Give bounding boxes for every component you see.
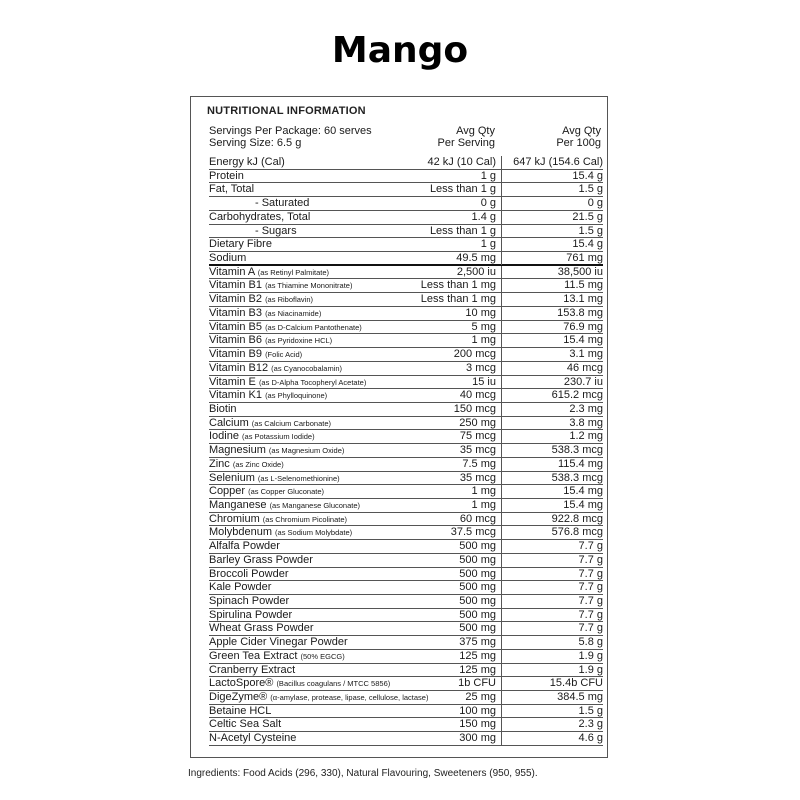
table-row	[209, 732, 603, 746]
table-row	[209, 376, 603, 390]
per-serving-value: 500 mg	[459, 553, 496, 566]
table-row	[209, 540, 603, 554]
table-row	[209, 718, 603, 732]
nutrient-name: Spinach Powder	[209, 595, 290, 607]
nutrient-name: Calcium (as Calcium Carbonate)	[209, 416, 331, 429]
per-100g-value: 538.3 mcg	[551, 444, 603, 457]
per-100g-value: 7.7 g	[578, 608, 603, 621]
per-100g-value: 647 kJ (154.6 Cal)	[513, 156, 603, 168]
table-row	[209, 403, 603, 417]
column-divider	[501, 389, 502, 403]
nutrient-name: Molybdenum (as Sodium Molybdate)	[209, 526, 353, 539]
nutrient-name: Vitamin B2 (as Riboflavin)	[209, 293, 313, 306]
per-serving-value: 35 mcg	[459, 444, 496, 457]
nutrient-name: DigeZyme® (α-amylase, protease, lipase, cellulose, lactase)	[209, 691, 429, 704]
column-divider	[501, 444, 502, 458]
per-100g-value: 15.4 g	[572, 169, 603, 182]
nutrient-name: Copper (as Copper Gluconate)	[209, 485, 325, 498]
column-divider	[501, 540, 502, 554]
table-row	[209, 581, 603, 595]
per-serving-value: 0 g	[480, 197, 496, 210]
table-row	[209, 156, 603, 170]
column-divider	[501, 458, 502, 472]
per-serving-value: 60 mcg	[459, 512, 496, 525]
nutrient-source: (as Magnesium Oxide)	[268, 446, 345, 456]
nutrient-name: Barley Grass Powder	[209, 553, 313, 566]
per-serving-value: 1 g	[480, 169, 496, 182]
nutrient-name: Magnesium (as Magnesium Oxide)	[209, 444, 345, 457]
nutrient-name: Dietary Fibre	[209, 238, 272, 251]
nutrient-name: Protein	[209, 169, 244, 182]
nutrient-source: (50% EGCG)	[300, 651, 345, 661]
per-100g-value: 2.3 mg	[569, 402, 603, 415]
per-serving-value: 1 mg	[471, 485, 496, 498]
nutrient-source: (as Zinc Oxide)	[232, 459, 284, 469]
column-divider	[501, 238, 502, 252]
nutrient-name: Vitamin B9 (Folic Acid)	[209, 348, 303, 361]
per-100g-value: 153.8 mg	[557, 306, 603, 319]
nutrient-source: (as Riboflavin)	[265, 295, 313, 305]
per-100g-value: 384.5 mg	[557, 691, 603, 704]
table-row	[209, 238, 603, 252]
per-serving-value: Less than 1 g	[429, 183, 496, 196]
table-row	[209, 211, 603, 225]
nutrient-name: Selenium (as L-Selenomethionine)	[209, 471, 340, 484]
column-divider	[501, 307, 502, 321]
column-divider	[501, 156, 502, 170]
nutrient-source: (as Pyridoxine HCL)	[265, 336, 333, 346]
table-row	[209, 252, 603, 266]
column-divider	[501, 554, 502, 568]
nutrient-source: (as Cyanocobalamin)	[271, 363, 343, 373]
nutrient-source: (as D-Calcium Pantothenate)	[265, 322, 362, 332]
per-100g-value: 15.4 mg	[563, 485, 603, 498]
nutrient-source: (as Niacinamide)	[265, 308, 322, 318]
nutrient-name: Apple Cider Vinegar Powder	[209, 636, 348, 649]
column-divider	[501, 417, 502, 431]
nutrient-name: LactoSpore® (Bacillus coagulans / MTCC 5856)	[209, 677, 391, 690]
nutrient-name: Spirulina Powder	[209, 608, 293, 621]
per-serving-value: Less than 1 mg	[420, 293, 496, 306]
column-divider	[501, 499, 502, 513]
table-row	[209, 307, 603, 321]
column-divider	[501, 334, 502, 348]
per-serving-value: 250 mg	[459, 416, 496, 429]
column-divider	[501, 568, 502, 582]
serving-info	[209, 125, 372, 149]
per-100g-value: 11.5 mg	[564, 279, 603, 292]
per-serving-value: 75 mcg	[459, 430, 496, 443]
per-100g-value: 1.5 g	[578, 704, 603, 717]
per-100g-value: 7.7 g	[578, 567, 603, 580]
per-serving-value: 300 mg	[459, 732, 496, 745]
column-divider	[501, 636, 502, 650]
per-serving-value: 35 mcg	[459, 471, 496, 484]
nutrient-name: Green Tea Extract (50% EGCG)	[209, 649, 345, 662]
nutrition-panel	[190, 96, 608, 758]
nutrient-source: (Bacillus coagulans / MTCC 5856)	[276, 679, 391, 689]
per-100g-value: 0 g	[587, 197, 603, 210]
nutrient-name: Sodium	[209, 252, 247, 265]
column-divider	[501, 705, 502, 719]
per-serving-value: 25 mg	[465, 691, 496, 704]
column-divider	[501, 183, 502, 197]
per-100g-value: 230.7 iu	[563, 375, 603, 388]
per-serving-value: 100 mg	[459, 704, 496, 717]
nutrient-name: Kale Powder	[209, 581, 272, 594]
nutrient-name: Vitamin K1 (as Phylloquinone)	[209, 389, 328, 402]
per-100g-value: 576.8 mcg	[551, 526, 603, 539]
per-100g-value: 15.4 mg	[563, 334, 603, 347]
per-100g-value: 7.7 g	[578, 622, 603, 635]
table-row	[209, 225, 603, 239]
column-divider	[501, 664, 502, 678]
nutrient-source: (as Chromium Picolinate)	[262, 514, 347, 524]
per-100g-value: 1.2 mg	[569, 430, 603, 443]
per-100g-value: 1.9 g	[578, 649, 603, 662]
nutrient-name: Vitamin E (as D-Alpha Tocopheryl Acetate)	[209, 375, 367, 388]
per-serving-value: 500 mg	[459, 622, 496, 635]
column-divider	[501, 677, 502, 691]
per-serving-value: Less than 1 mg	[420, 279, 496, 292]
per-serving-value: 500 mg	[459, 608, 496, 621]
nutrient-name: Biotin	[209, 402, 237, 415]
nutrient-source: (as L-Selenomethionine)	[257, 473, 340, 483]
per-serving-value: 375 mg	[459, 636, 496, 649]
nutrient-name: Vitamin B6 (as Pyridoxine HCL)	[209, 334, 333, 347]
nutrient-source: (as Potassium Iodide)	[242, 432, 315, 442]
per-100g-value: 922.8 mcg	[551, 512, 603, 525]
nutrient-source: (as D-Alpha Tocopheryl Acetate)	[258, 377, 367, 387]
nutrient-name: Chromium (as Chromium Picolinate)	[209, 512, 347, 525]
per-100g-value: 4.6 g	[578, 732, 603, 745]
nutrient-name: Broccoli Powder	[209, 567, 289, 580]
per-100g-value: 21.5 g	[572, 210, 603, 223]
column-divider	[501, 691, 502, 705]
per-100g-value: 7.7 g	[578, 581, 603, 594]
table-row	[209, 595, 603, 609]
per-100g-value: 15.4 mg	[563, 498, 603, 511]
per-serving-value: 500 mg	[459, 595, 496, 607]
per-serving-value: 150 mcg	[453, 402, 496, 415]
table-row	[209, 664, 603, 678]
column-divider	[501, 279, 502, 293]
per-100g-value: 76.9 mg	[563, 320, 603, 333]
table-row	[209, 417, 603, 431]
per-serving-value: 2,500 iu	[456, 265, 496, 278]
per-serving-value: 500 mg	[459, 567, 496, 580]
nutrient-name: Vitamin B5 (as D-Calcium Pantothenate)	[209, 320, 362, 333]
table-row	[209, 499, 603, 513]
nutrient-name: Vitamin B12 (as Cyanocobalamin)	[209, 361, 343, 374]
per-serving-value: 125 mg	[459, 649, 496, 662]
nutrient-source: (as Calcium Carbonate)	[251, 418, 331, 428]
per-100g-value: 1.9 g	[578, 663, 603, 676]
per-serving-value: 1 g	[480, 238, 496, 251]
per-100g-value: 15.4 g	[572, 238, 603, 251]
column-divider	[501, 609, 502, 623]
nutrient-name: Vitamin A (as Retinyl Palmitate)	[209, 265, 330, 278]
column-divider	[501, 430, 502, 444]
column-divider	[501, 485, 502, 499]
table-row	[209, 650, 603, 664]
per-100g-value: 538.3 mcg	[551, 471, 603, 484]
per-100g-value: 115.4 mg	[557, 457, 603, 470]
column-divider	[501, 595, 502, 609]
column-divider	[501, 622, 502, 636]
per-serving-value: 49.5 mg	[456, 252, 496, 265]
per-serving-value: 1.4 g	[471, 210, 496, 223]
nutrient-name: - Saturated	[255, 197, 310, 210]
column-divider	[501, 650, 502, 664]
table-row	[209, 526, 603, 540]
per-100g-value: 2.3 g	[578, 718, 603, 731]
nutrient-name: Cranberry Extract	[209, 663, 296, 676]
column-divider	[501, 170, 502, 184]
per-serving-value: 150 mg	[459, 718, 496, 731]
per-serving-value: 200 mcg	[453, 348, 496, 361]
table-row	[209, 362, 603, 376]
column-divider	[501, 403, 502, 417]
per-100g-value: 1.5 g	[578, 183, 603, 196]
nutrient-source: (as Copper Gluconate)	[248, 487, 325, 497]
table-row	[209, 389, 603, 403]
table-row	[209, 348, 603, 362]
column-divider	[501, 526, 502, 540]
table-row	[209, 279, 603, 293]
per-100g-value: 38,500 iu	[557, 265, 603, 278]
servings-per-package: Servings Per Package: 60 serves	[209, 125, 372, 137]
table-row	[209, 513, 603, 527]
per-100g-value: 7.7 g	[578, 595, 603, 607]
per-100g-value: 7.7 g	[578, 553, 603, 566]
per-serving-value: 1b CFU	[458, 677, 496, 690]
table-row	[209, 293, 603, 307]
column-divider	[501, 348, 502, 362]
table-row	[209, 430, 603, 444]
nutrient-name: Celtic Sea Salt	[209, 718, 282, 731]
per-serving-value: 37.5 mcg	[450, 526, 496, 539]
table-row	[209, 472, 603, 486]
table-row	[209, 691, 603, 705]
per-100g-value: 7.7 g	[578, 540, 603, 553]
per-serving-value: 10 mg	[465, 306, 496, 319]
column-divider	[501, 732, 502, 746]
nutrient-name: Betaine HCL	[209, 704, 272, 717]
column-divider	[501, 472, 502, 486]
per-serving-value: 1 mg	[471, 334, 496, 347]
nutrient-name: N-Acetyl Cysteine	[209, 732, 297, 745]
per-serving-value: 3 mcg	[466, 361, 496, 374]
nutrient-source: (as Sodium Molybdate)	[275, 528, 353, 538]
table-row	[209, 568, 603, 582]
nutrient-name: Carbohydrates, Total	[209, 210, 311, 223]
nutrient-name: Vitamin B3 (as Niacinamide)	[209, 306, 322, 319]
table-row	[209, 485, 603, 499]
per-100g-value: 615.2 mcg	[551, 389, 603, 402]
column-divider	[501, 211, 502, 225]
table-row	[209, 458, 603, 472]
per-serving-value: 15 iu	[472, 375, 496, 388]
table-row	[209, 554, 603, 568]
column-divider	[501, 362, 502, 376]
nutrient-name: Energy kJ (Cal)	[209, 156, 285, 168]
per-serving-value: 5 mg	[471, 320, 496, 333]
table-row	[209, 170, 603, 184]
per-serving-value: 1 mg	[471, 498, 496, 511]
table-row	[209, 197, 603, 211]
column-divider	[501, 293, 502, 307]
per-serving-value: 42 kJ (10 Cal)	[427, 156, 496, 168]
ingredients-text: Ingredients: Food Acids (296, 330), Natural Flavouring, Sweeteners (950, 955).	[188, 768, 538, 779]
table-row	[209, 609, 603, 623]
per-serving-value: 40 mcg	[459, 389, 496, 402]
column-divider	[501, 321, 502, 335]
nutrient-source: (α-amylase, protease, lipase, cellulose, lactase)	[270, 693, 429, 703]
table-row	[209, 334, 603, 348]
column-divider	[501, 197, 502, 211]
nutrient-table	[209, 156, 603, 746]
nutrient-source: (as Retinyl Palmitate)	[257, 267, 330, 277]
column-divider	[501, 376, 502, 390]
nutrient-source: (Folic Acid)	[265, 350, 303, 360]
nutrient-name: Wheat Grass Powder	[209, 622, 314, 635]
nutrient-source: (as Thiamine Mononitrate)	[265, 281, 353, 291]
table-row	[209, 677, 603, 691]
column-divider	[501, 252, 502, 265]
table-row	[209, 636, 603, 650]
table-row	[209, 321, 603, 335]
per-100g-value: 3.8 mg	[569, 416, 603, 429]
per-100g-value: 46 mcg	[566, 361, 603, 374]
nutrient-name: Alfalfa Powder	[209, 540, 280, 553]
per-100g-value: 15.4b CFU	[549, 677, 603, 690]
nutrient-name: Fat, Total	[209, 183, 255, 196]
per-100g-value: 3.1 mg	[569, 348, 603, 361]
column-divider	[501, 266, 502, 280]
table-row	[209, 622, 603, 636]
per-100g-value: 5.8 g	[578, 636, 603, 649]
per-100g-value: 1.5 g	[578, 224, 603, 237]
panel-heading: NUTRITIONAL INFORMATION	[207, 105, 366, 117]
per-serving-value: 7.5 mg	[462, 457, 496, 470]
nutrient-name: Iodine (as Potassium Iodide)	[209, 430, 315, 443]
per-serving-value: 500 mg	[459, 581, 496, 594]
nutrient-name: - Sugars	[255, 224, 297, 237]
per-100g-value: 13.1 mg	[563, 293, 603, 306]
column-header-per-serving: Avg Qty Per Serving	[437, 125, 495, 149]
table-row	[209, 183, 603, 197]
column-header-per-100g: Avg Qty Per 100g	[556, 125, 601, 149]
table-row	[209, 266, 603, 280]
table-row	[209, 444, 603, 458]
per-serving-value: 500 mg	[459, 540, 496, 553]
per-serving-value: Less than 1 g	[429, 224, 496, 237]
column-divider	[501, 513, 502, 527]
column-divider	[501, 225, 502, 239]
nutrient-name: Vitamin B1 (as Thiamine Mononitrate)	[209, 279, 353, 292]
product-title: Mango	[331, 30, 469, 71]
per-100g-value: 761 mg	[566, 252, 603, 265]
nutrient-name: Manganese (as Manganese Gluconate)	[209, 498, 361, 511]
serving-size: Serving Size: 6.5 g	[209, 137, 302, 149]
column-divider	[501, 581, 502, 595]
nutrient-source: (as Manganese Gluconate)	[269, 500, 361, 510]
column-divider	[501, 718, 502, 732]
nutrient-source: (as Phylloquinone)	[265, 391, 328, 401]
nutrient-name: Zinc (as Zinc Oxide)	[209, 457, 284, 470]
table-row	[209, 705, 603, 719]
per-serving-value: 125 mg	[459, 663, 496, 676]
